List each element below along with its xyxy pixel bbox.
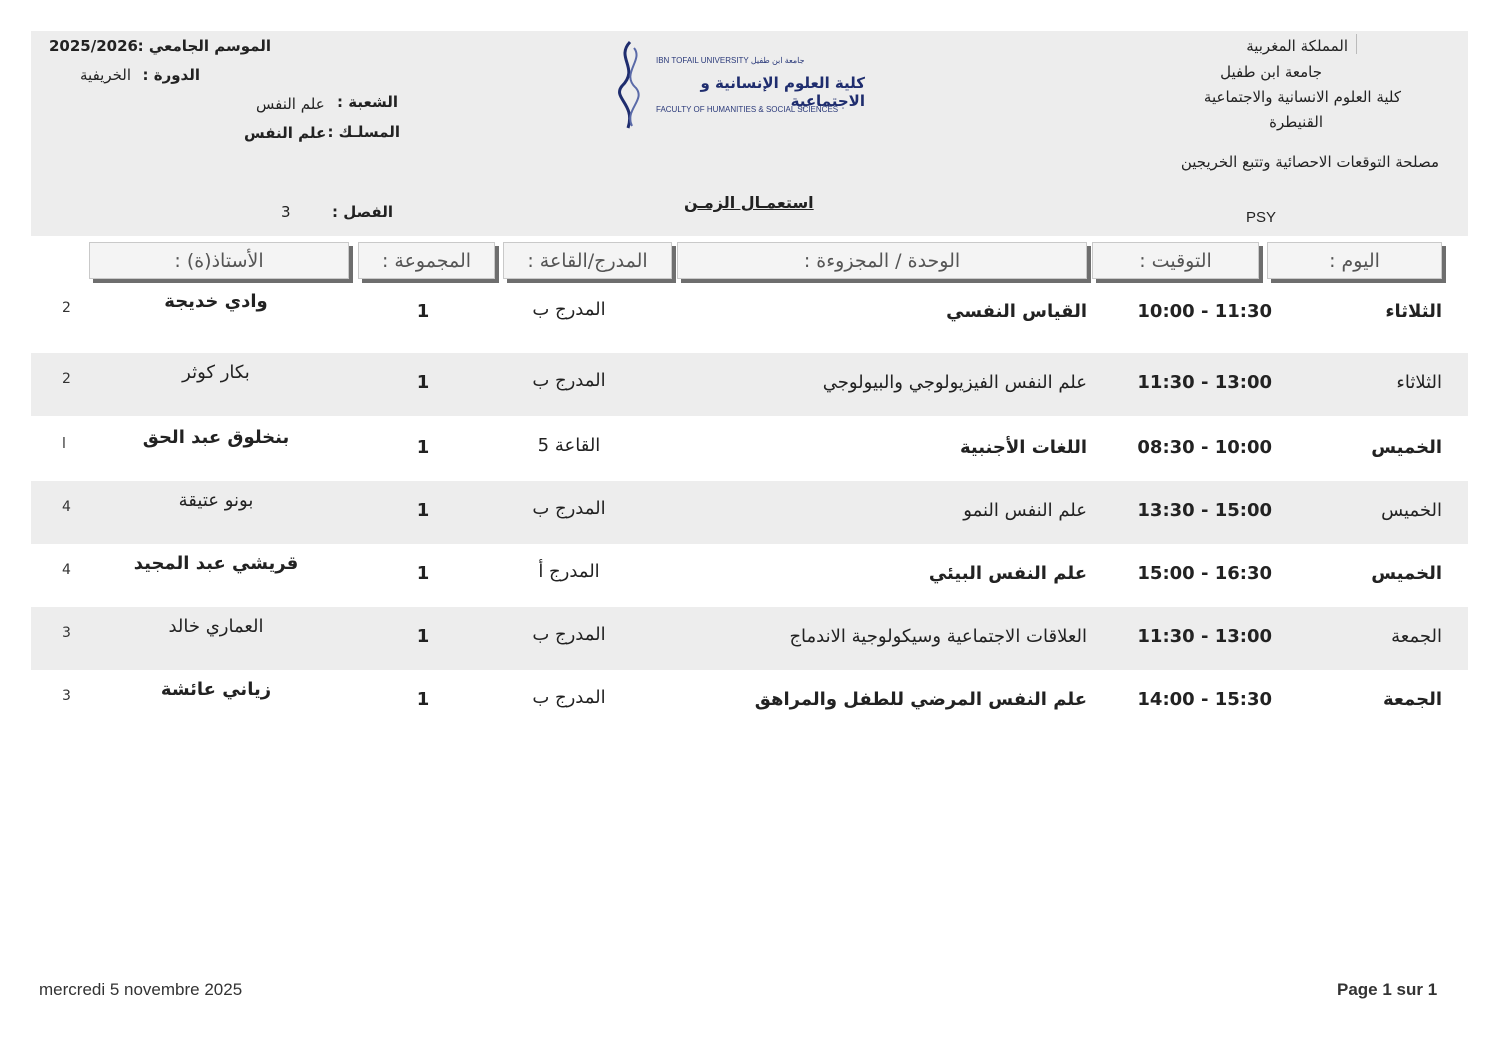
cell-professor: وادي خديجة xyxy=(164,291,268,312)
cell-subject: علم النفس الفيزيولوجي والبيولوجي xyxy=(822,372,1087,393)
cell-day: الثلاثاء xyxy=(1385,301,1442,322)
cell-room: المدرج أ xyxy=(538,561,600,582)
col-header-subject: الوحدة / المجزوءة : xyxy=(677,242,1087,279)
cell-day: الجمعة xyxy=(1391,626,1442,647)
cell-time: 13:30 - 15:00 xyxy=(1137,500,1272,521)
col-header-professor: الأستاذ(ة) : xyxy=(89,242,349,279)
cell-professor: بونو عتيقة xyxy=(178,490,254,511)
logo-emblem-icon xyxy=(610,38,650,133)
season-label: الموسم الجامعي : xyxy=(137,37,271,55)
header-code: PSY xyxy=(1246,209,1277,226)
track-value: علم النفس xyxy=(244,124,327,142)
cell-edge-fragment: 3 xyxy=(62,625,71,641)
cell-edge-fragment: 4 xyxy=(62,499,71,515)
cell-group: 1 xyxy=(416,301,430,322)
cell-subject: القياس النفسي xyxy=(946,301,1087,322)
logo-line-2: كلية العلوم الإنسانية و الاجتماعية xyxy=(700,74,865,110)
cell-room: المدرج ب xyxy=(532,498,606,519)
cell-professor: بكار كوثر xyxy=(182,362,250,383)
cell-edge-fragment: l xyxy=(62,436,66,452)
cell-time: 08:30 - 10:00 xyxy=(1137,437,1272,458)
session-label: الدورة : xyxy=(142,66,200,84)
cell-edge-fragment: 3 xyxy=(62,688,71,704)
branch-value: علم النفس xyxy=(256,95,325,113)
cell-group: 1 xyxy=(416,437,430,458)
logo-line-3: FACULTY OF HUMANITIES & SOCIAL SCIENCES xyxy=(656,105,839,114)
footer-page: Page 1 sur 1 xyxy=(1337,980,1438,999)
cell-time: 15:00 - 16:30 xyxy=(1137,563,1272,584)
cell-group: 1 xyxy=(416,500,430,521)
table-row xyxy=(31,282,1468,345)
cell-group: 1 xyxy=(416,689,430,710)
cell-room: المدرج ب xyxy=(532,624,606,645)
session-value: الخريفية xyxy=(80,66,132,84)
cell-room: المدرج ب xyxy=(532,299,606,320)
cell-subject: العلاقات الاجتماعية وسيكولوجية الاندماج xyxy=(789,626,1087,647)
semester-label: الفصل : xyxy=(332,203,393,221)
cell-group: 1 xyxy=(416,563,430,584)
page-title: استعمـال الزمـن xyxy=(684,193,814,212)
cell-subject: علم النفس النمو xyxy=(963,500,1087,521)
header-divider xyxy=(1356,34,1357,54)
table-row xyxy=(31,670,1468,733)
cell-subject: علم النفس المرضي للطفل والمراهق xyxy=(754,689,1087,710)
cell-professor: زياني عائشة xyxy=(160,679,272,700)
cell-time: 14:00 - 15:30 xyxy=(1137,689,1272,710)
header-line-city: القنيطرة xyxy=(1269,113,1323,131)
cell-edge-fragment: 2 xyxy=(62,300,71,316)
logo-line-1: IBN TOFAIL UNIVERSITY جامعة ابن طفيل xyxy=(656,56,805,65)
header-line-university: جامعة ابن طفيل xyxy=(1220,63,1322,81)
cell-room: المدرج ب xyxy=(532,370,606,391)
cell-edge-fragment: 2 xyxy=(62,371,71,387)
header-service: مصلحة التوقعات الاحصائية وتتبع الخريجين xyxy=(1180,153,1439,171)
cell-professor: قريشي عبد المجيد xyxy=(133,553,299,574)
col-header-group: المجموعة : xyxy=(358,242,495,279)
cell-day: الخميس xyxy=(1371,437,1442,458)
footer-date: mercredi 5 novembre 2025 xyxy=(39,980,243,999)
header-line-faculty: كلية العلوم الانسانية والاجتماعية xyxy=(1203,88,1401,106)
cell-professor: العماري خالد xyxy=(168,616,264,637)
cell-group: 1 xyxy=(416,626,430,647)
cell-day: الخميس xyxy=(1381,500,1442,521)
cell-time: 10:00 - 11:30 xyxy=(1137,301,1272,322)
col-header-time: التوقيت : xyxy=(1092,242,1259,279)
table-row xyxy=(31,607,1468,670)
cell-edge-fragment: 4 xyxy=(62,562,71,578)
table-row xyxy=(31,481,1468,544)
branch-label: الشعبة : xyxy=(337,93,398,111)
cell-professor: بنخلوق عبد الحق xyxy=(142,427,290,448)
track-label: المسلـك : xyxy=(327,123,400,141)
cell-group: 1 xyxy=(416,372,430,393)
university-logo xyxy=(610,38,865,133)
cell-day: الثلاثاء xyxy=(1396,372,1442,393)
season-value: 2025/2026 xyxy=(49,37,138,55)
cell-subject: علم النفس البيئي xyxy=(928,563,1087,584)
cell-time: 11:30 - 13:00 xyxy=(1137,626,1272,647)
table-row xyxy=(31,353,1468,416)
table-row xyxy=(31,418,1468,481)
table-row xyxy=(31,544,1468,607)
cell-time: 11:30 - 13:00 xyxy=(1137,372,1272,393)
cell-room: المدرج ب xyxy=(532,687,606,708)
col-header-day: اليوم : xyxy=(1267,242,1442,279)
header-line-kingdom: المملكة المغربية xyxy=(1246,37,1348,55)
semester-value: 3 xyxy=(281,203,291,221)
cell-day: الخميس xyxy=(1371,563,1442,584)
cell-day: الجمعة xyxy=(1382,689,1442,710)
cell-subject: اللغات الأجنبية xyxy=(959,437,1087,458)
cell-room: القاعة 5 xyxy=(537,435,601,456)
col-header-room: المدرج/القاعة : xyxy=(503,242,672,279)
